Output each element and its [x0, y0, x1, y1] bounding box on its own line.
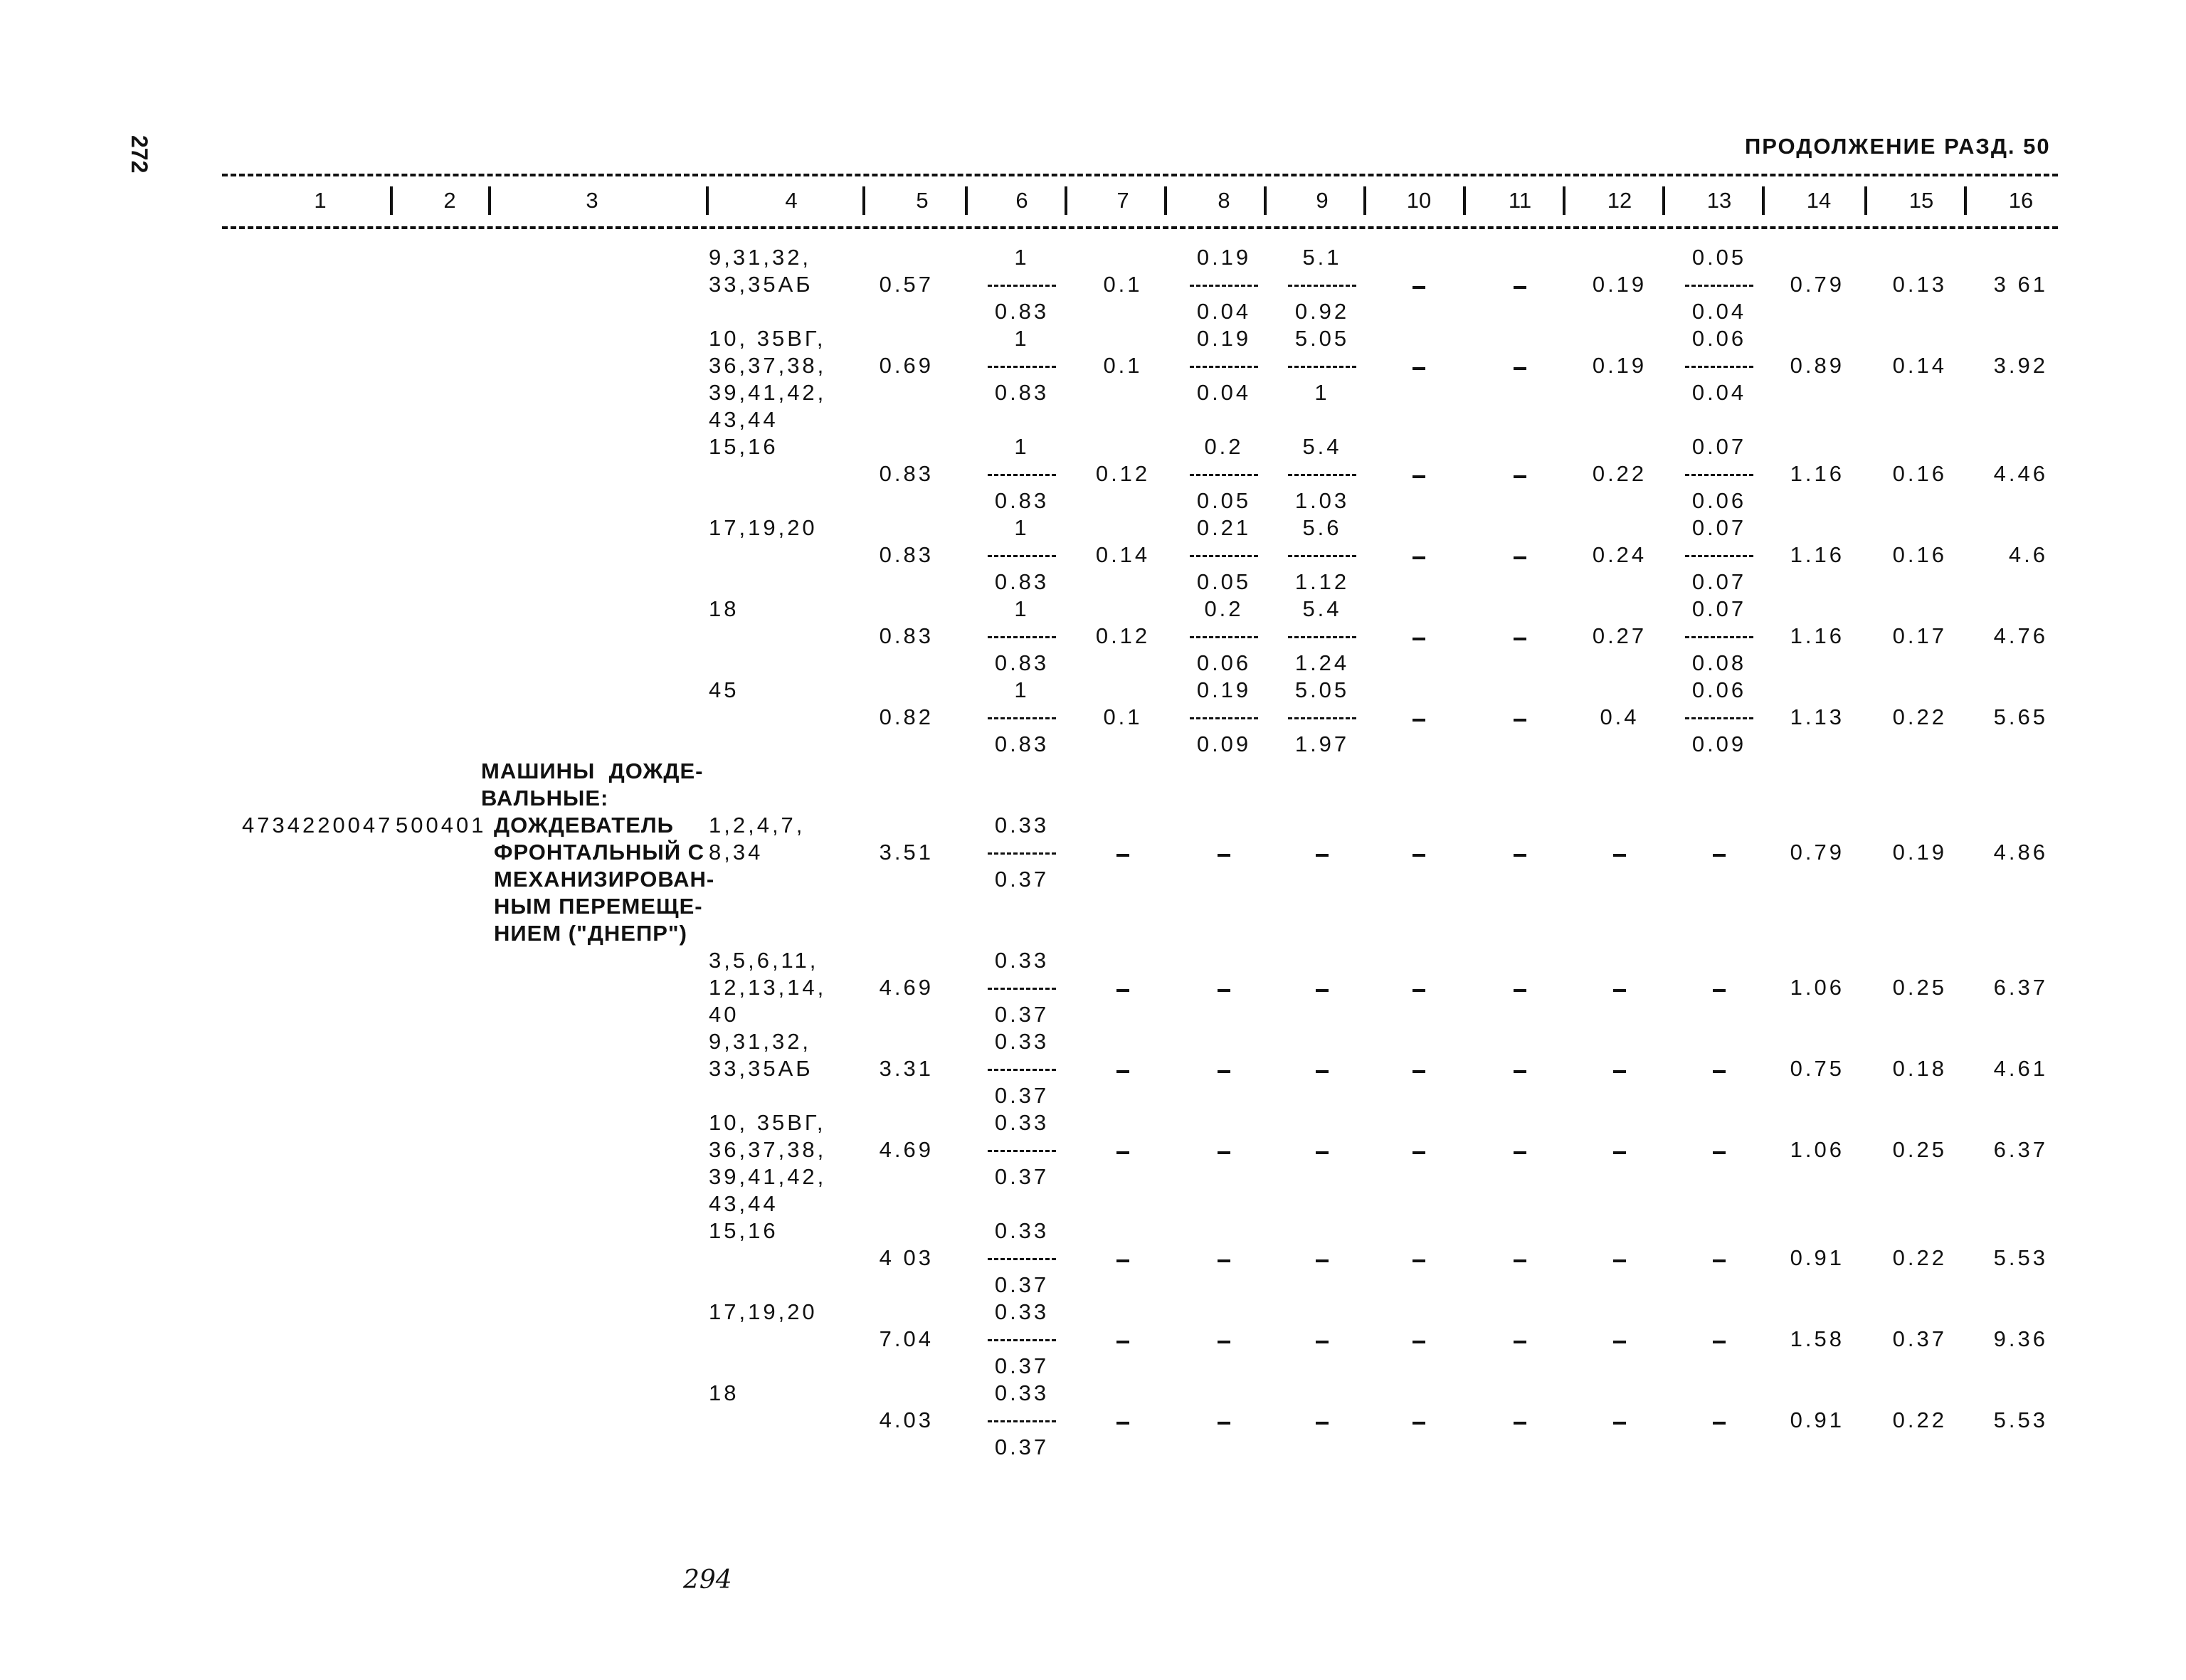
empty-value-dash [1514, 367, 1526, 370]
cell-col9-denominator: 1.12 [1294, 569, 1350, 594]
empty-value-dash [1218, 1070, 1230, 1073]
empty-value-dash [1116, 989, 1129, 992]
fraction-bar [988, 988, 1056, 990]
item-name-line: НЫМ ПЕРЕМЕЩЕ- [494, 894, 703, 919]
cell-col4: 45 [709, 677, 739, 702]
cell-col14: 1.58 [1790, 1326, 1844, 1351]
cell-col8-denominator: 0.04 [1196, 380, 1252, 405]
empty-value-dash [1116, 1341, 1129, 1343]
item-code-1: 4734220047 [242, 813, 394, 838]
cell-col16: 3 61 [1993, 272, 2048, 297]
cell-col4: 36,37,38, [709, 1137, 827, 1162]
fraction-bar [1685, 474, 1753, 476]
column-header-11: 11 [1508, 188, 1532, 213]
cell-col6-denominator: 0.37 [994, 1272, 1050, 1297]
fraction-bar [1190, 555, 1258, 557]
cell-col13-denominator: 0.06 [1691, 488, 1747, 513]
column-separator [706, 186, 709, 215]
cell-col8-denominator: 0.09 [1196, 731, 1252, 756]
cell-col4: 9,31,32, [709, 1029, 812, 1054]
cell-col4: 1,2,4,7, [709, 813, 806, 838]
cell-col6-numerator: 1 [1014, 326, 1030, 351]
empty-value-dash [1316, 854, 1329, 857]
fraction-bar [1190, 474, 1258, 476]
column-separator [1762, 186, 1765, 215]
empty-value-dash [1514, 1151, 1526, 1154]
empty-value-dash [1713, 1259, 1726, 1262]
cell-col6-numerator: 1 [1014, 434, 1030, 459]
cell-col6-numerator: 0.33 [994, 1380, 1050, 1405]
cell-col16: 5.53 [1993, 1407, 2048, 1432]
cell-col7: 0.1 [1103, 272, 1143, 297]
empty-value-dash [1613, 1422, 1626, 1425]
cell-col9-numerator: 5.6 [1302, 515, 1342, 540]
empty-value-dash [1316, 1259, 1329, 1262]
empty-value-dash [1713, 1070, 1726, 1073]
column-separator [965, 186, 968, 215]
empty-value-dash [1218, 989, 1230, 992]
column-header-2: 2 [443, 188, 456, 213]
empty-value-dash [1713, 989, 1726, 992]
cell-col13-denominator: 0.04 [1691, 380, 1747, 405]
fraction-bar [1288, 555, 1356, 557]
cell-col5: 7.04 [879, 1326, 934, 1351]
cell-col15: 0.14 [1892, 353, 1947, 378]
cell-col9-denominator: 1 [1314, 380, 1330, 405]
cell-col7: 0.1 [1103, 704, 1143, 729]
empty-value-dash [1413, 638, 1425, 640]
empty-value-dash [1613, 989, 1626, 992]
cell-col15: 0.13 [1892, 272, 1947, 297]
cell-col4: 39,41,42, [709, 380, 827, 405]
continuation-title: ПРОДОЛЖЕНИЕ РАЗД. 50 [1745, 134, 2051, 159]
fraction-bar [988, 285, 1056, 287]
column-header-1: 1 [314, 188, 327, 213]
empty-value-dash [1413, 1151, 1425, 1154]
cell-col14: 1.13 [1790, 704, 1844, 729]
cell-col8-denominator: 0.05 [1196, 488, 1252, 513]
fraction-bar [988, 1069, 1056, 1071]
cell-col16: 9.36 [1993, 1326, 2048, 1351]
cell-col6-denominator: 0.37 [994, 1353, 1050, 1378]
cell-col12: 0.22 [1592, 461, 1647, 486]
cell-col14: 0.89 [1790, 353, 1844, 378]
cell-col14: 0.91 [1790, 1245, 1844, 1270]
fraction-bar [1685, 555, 1753, 557]
cell-col16: 6.37 [1993, 975, 2048, 1000]
cell-col13-denominator: 0.09 [1691, 731, 1747, 756]
cell-col6-denominator: 0.83 [994, 380, 1050, 405]
fraction-bar [1288, 285, 1356, 287]
fraction-bar [988, 1339, 1056, 1341]
cell-col13-denominator: 0.08 [1691, 650, 1747, 675]
cell-col12: 0.19 [1592, 272, 1647, 297]
page-number: 272 [127, 135, 152, 174]
empty-value-dash [1316, 1341, 1329, 1343]
column-separator [1065, 186, 1067, 215]
empty-value-dash [1116, 1151, 1129, 1154]
fraction-bar [1288, 474, 1356, 476]
cell-col6-denominator: 0.37 [994, 1435, 1050, 1459]
empty-value-dash [1514, 1070, 1526, 1073]
empty-value-dash [1514, 286, 1526, 289]
cell-col12: 0.4 [1600, 704, 1640, 729]
cell-col4: 3,5,6,11, [709, 948, 819, 973]
cell-col15: 0.22 [1892, 1407, 1947, 1432]
item-name-line: ДОЖДЕВАТЕЛЬ [494, 813, 674, 838]
cell-col16: 4.76 [1993, 623, 2048, 648]
empty-value-dash [1713, 1151, 1726, 1154]
cell-col5: 4.03 [879, 1407, 934, 1432]
fraction-bar [988, 366, 1056, 368]
cell-col5: 0.83 [879, 542, 934, 567]
empty-value-dash [1218, 854, 1230, 857]
cell-col7: 0.12 [1095, 461, 1151, 486]
cell-col4: 39,41,42, [709, 1164, 827, 1189]
column-separator [1864, 186, 1867, 215]
cell-col16: 5.53 [1993, 1245, 2048, 1270]
cell-col9-numerator: 5.4 [1302, 596, 1342, 621]
cell-col13-numerator: 0.07 [1691, 596, 1747, 621]
empty-value-dash [1413, 367, 1425, 370]
item-name-line: ФРОНТАЛЬНЫЙ С [494, 840, 705, 865]
fraction-bar [988, 555, 1056, 557]
column-separator [1563, 186, 1565, 215]
cell-col4: 8,34 [709, 840, 764, 865]
cell-col15: 0.17 [1892, 623, 1947, 648]
cell-col12: 0.19 [1592, 353, 1647, 378]
item-name-line: МЕХАНИЗИРОВАН- [494, 867, 715, 892]
empty-value-dash [1218, 1259, 1230, 1262]
fraction-bar [988, 1150, 1056, 1152]
fraction-bar [1685, 285, 1753, 287]
cell-col14: 0.75 [1790, 1056, 1844, 1081]
cell-col14: 0.91 [1790, 1407, 1844, 1432]
empty-value-dash [1316, 1151, 1329, 1154]
cell-col9-numerator: 5.05 [1294, 677, 1350, 702]
column-separator [1164, 186, 1167, 215]
cell-col4: 43,44 [709, 1191, 778, 1216]
column-header-12: 12 [1607, 188, 1632, 213]
cell-col5: 4.69 [879, 975, 934, 1000]
cell-col13-numerator: 0.05 [1691, 245, 1747, 270]
header-top-rule [222, 174, 2058, 176]
cell-col4: 40 [709, 1002, 739, 1027]
item-name-line: НИЕМ ("ДНЕПР") [494, 921, 687, 946]
empty-value-dash [1514, 1259, 1526, 1262]
empty-value-dash [1514, 989, 1526, 992]
cell-col14: 1.16 [1790, 461, 1844, 486]
empty-value-dash [1218, 1422, 1230, 1425]
cell-col15: 0.25 [1892, 1137, 1947, 1162]
empty-value-dash [1613, 854, 1626, 857]
empty-value-dash [1116, 1422, 1129, 1425]
cell-col4: 9,31,32, [709, 245, 812, 270]
item-code-2: 500401 [396, 813, 487, 838]
fraction-bar [988, 1258, 1056, 1260]
empty-value-dash [1413, 1070, 1425, 1073]
cell-col8-numerator: 0.19 [1196, 326, 1252, 351]
column-header-6: 6 [1015, 188, 1028, 213]
empty-value-dash [1218, 1341, 1230, 1343]
cell-col5: 3.51 [879, 840, 934, 865]
empty-value-dash [1316, 989, 1329, 992]
fraction-bar [1288, 366, 1356, 368]
fraction-bar [1190, 366, 1258, 368]
cell-col4: 18 [709, 1380, 739, 1405]
cell-col9-denominator: 1.24 [1294, 650, 1350, 675]
cell-col13-numerator: 0.07 [1691, 515, 1747, 540]
fraction-bar [1288, 717, 1356, 719]
cell-col14: 1.06 [1790, 975, 1844, 1000]
cell-col6-numerator: 0.33 [994, 1299, 1050, 1324]
fraction-bar [1685, 717, 1753, 719]
empty-value-dash [1413, 854, 1425, 857]
cell-col4: 33,35АБ [709, 272, 813, 297]
empty-value-dash [1514, 556, 1526, 559]
cell-col8-denominator: 0.06 [1196, 650, 1252, 675]
cell-col14: 1.16 [1790, 542, 1844, 567]
cell-col5: 0.83 [879, 461, 934, 486]
column-header-13: 13 [1706, 188, 1732, 213]
cell-col6-denominator: 0.37 [994, 1002, 1050, 1027]
cell-col12: 0.27 [1592, 623, 1647, 648]
cell-col4: 17,19,20 [709, 515, 818, 540]
cell-col8-denominator: 0.05 [1196, 569, 1252, 594]
column-separator [390, 186, 393, 215]
empty-value-dash [1713, 1341, 1726, 1343]
column-header-15: 15 [1908, 188, 1934, 213]
cell-col13-denominator: 0.04 [1691, 299, 1747, 324]
empty-value-dash [1713, 1422, 1726, 1425]
cell-col9-denominator: 1.97 [1294, 731, 1350, 756]
fraction-bar [988, 474, 1056, 476]
cell-col6-numerator: 1 [1014, 677, 1030, 702]
cell-col6-denominator: 0.83 [994, 650, 1050, 675]
cell-col6-numerator: 0.33 [994, 1029, 1050, 1054]
cell-col9-denominator: 1.03 [1294, 488, 1350, 513]
cell-col15: 0.22 [1892, 704, 1947, 729]
empty-value-dash [1413, 719, 1425, 722]
cell-col4: 18 [709, 596, 739, 621]
column-header-14: 14 [1806, 188, 1832, 213]
cell-col9-denominator: 0.92 [1294, 299, 1350, 324]
cell-col13-denominator: 0.07 [1691, 569, 1747, 594]
empty-value-dash [1514, 854, 1526, 857]
column-separator [1363, 186, 1366, 215]
fraction-bar [988, 717, 1056, 719]
fraction-bar [1190, 636, 1258, 638]
cell-col8-numerator: 0.19 [1196, 677, 1252, 702]
fraction-bar [988, 636, 1056, 638]
column-header-4: 4 [785, 188, 798, 213]
cell-col6-numerator: 1 [1014, 245, 1030, 270]
cell-col7: 0.12 [1095, 623, 1151, 648]
cell-col12: 0.24 [1592, 542, 1647, 567]
fraction-bar [1190, 717, 1258, 719]
empty-value-dash [1514, 1422, 1526, 1425]
cell-col5: 0.69 [879, 353, 934, 378]
empty-value-dash [1613, 1341, 1626, 1343]
empty-value-dash [1413, 475, 1425, 478]
empty-value-dash [1514, 719, 1526, 722]
cell-col6-denominator: 0.83 [994, 299, 1050, 324]
cell-col6-numerator: 0.33 [994, 813, 1050, 838]
cell-col9-numerator: 5.4 [1302, 434, 1342, 459]
cell-col4: 36,37,38, [709, 353, 827, 378]
cell-col13-numerator: 0.07 [1691, 434, 1747, 459]
empty-value-dash [1613, 1259, 1626, 1262]
column-separator [1662, 186, 1665, 215]
empty-value-dash [1713, 854, 1726, 857]
group-label-line1: МАШИНЫ ДОЖДЕ- [481, 759, 704, 783]
cell-col4: 10, 35ВГ, [709, 326, 826, 351]
cell-col8-numerator: 0.21 [1196, 515, 1252, 540]
group-label-line2: ВАЛЬНЫЕ: [481, 786, 609, 810]
cell-col15: 0.16 [1892, 461, 1947, 486]
empty-value-dash [1413, 1259, 1425, 1262]
empty-value-dash [1613, 1070, 1626, 1073]
fraction-bar [1288, 636, 1356, 638]
cell-col16: 6.37 [1993, 1137, 2048, 1162]
column-header-3: 3 [586, 188, 598, 213]
column-header-7: 7 [1116, 188, 1129, 213]
cell-col15: 0.16 [1892, 542, 1947, 567]
cell-col13-numerator: 0.06 [1691, 326, 1747, 351]
column-header-8: 8 [1218, 188, 1230, 213]
cell-col6-numerator: 1 [1014, 596, 1030, 621]
fraction-bar [1685, 366, 1753, 368]
cell-col8-denominator: 0.04 [1196, 299, 1252, 324]
column-separator [1964, 186, 1967, 215]
empty-value-dash [1413, 989, 1425, 992]
cell-col9-numerator: 5.1 [1302, 245, 1342, 270]
cell-col5: 0.82 [879, 704, 934, 729]
cell-col8-numerator: 0.19 [1196, 245, 1252, 270]
cell-col4: 17,19,20 [709, 1299, 818, 1324]
column-separator [488, 186, 491, 215]
cell-col6-numerator: 1 [1014, 515, 1030, 540]
empty-value-dash [1116, 854, 1129, 857]
cell-col7: 0.14 [1095, 542, 1151, 567]
empty-value-dash [1413, 556, 1425, 559]
cell-col16: 4.86 [1993, 840, 2048, 865]
cell-col9-numerator: 5.05 [1294, 326, 1350, 351]
cell-col6-numerator: 0.33 [994, 1110, 1050, 1135]
cell-col7: 0.1 [1103, 353, 1143, 378]
cell-col15: 0.37 [1892, 1326, 1947, 1351]
cell-col16: 4.61 [1993, 1056, 2048, 1081]
cell-col15: 0.22 [1892, 1245, 1947, 1270]
empty-value-dash [1316, 1070, 1329, 1073]
cell-col16: 5.65 [1993, 704, 2048, 729]
cell-col6-denominator: 0.37 [994, 1164, 1050, 1189]
cell-col16: 3.92 [1993, 353, 2048, 378]
cell-col4: 15,16 [709, 1218, 778, 1243]
empty-value-dash [1116, 1070, 1129, 1073]
cell-col15: 0.19 [1892, 840, 1947, 865]
empty-value-dash [1316, 1422, 1329, 1425]
cell-col6-denominator: 0.83 [994, 488, 1050, 513]
cell-col13-numerator: 0.06 [1691, 677, 1747, 702]
cell-col5: 0.57 [879, 272, 934, 297]
cell-col14: 0.79 [1790, 272, 1844, 297]
cell-col6-denominator: 0.83 [994, 731, 1050, 756]
fraction-bar [988, 1420, 1056, 1422]
cell-col16: 4.6 [2008, 542, 2048, 567]
cell-col15: 0.18 [1892, 1056, 1947, 1081]
cell-col14: 1.06 [1790, 1137, 1844, 1162]
cell-col4: 12,13,14, [709, 975, 827, 1000]
fraction-bar [988, 852, 1056, 855]
cell-col5: 4.69 [879, 1137, 934, 1162]
cell-col4: 43,44 [709, 407, 778, 432]
cell-col5: 0.83 [879, 623, 934, 648]
empty-value-dash [1514, 475, 1526, 478]
column-header-5: 5 [916, 188, 929, 213]
cell-col16: 4.46 [1993, 461, 2048, 486]
cell-col8-numerator: 0.2 [1204, 434, 1244, 459]
column-separator [862, 186, 865, 215]
empty-value-dash [1514, 1341, 1526, 1343]
cell-col4: 10, 35ВГ, [709, 1110, 826, 1135]
cell-col4: 33,35АБ [709, 1056, 813, 1081]
fraction-bar [1190, 285, 1258, 287]
empty-value-dash [1413, 1341, 1425, 1343]
cell-col6-denominator: 0.37 [994, 867, 1050, 892]
column-header-16: 16 [2008, 188, 2034, 213]
cell-col6-denominator: 0.83 [994, 569, 1050, 594]
empty-value-dash [1116, 1259, 1129, 1262]
empty-value-dash [1413, 286, 1425, 289]
cell-col5: 3.31 [879, 1056, 934, 1081]
empty-value-dash [1413, 1422, 1425, 1425]
cell-col14: 1.16 [1790, 623, 1844, 648]
empty-value-dash [1514, 638, 1526, 640]
cell-col15: 0.25 [1892, 975, 1947, 1000]
cell-col6-denominator: 0.37 [994, 1083, 1050, 1108]
column-header-9: 9 [1316, 188, 1329, 213]
handwritten-page-note: 294 [683, 1565, 732, 1595]
column-separator [1264, 186, 1267, 215]
cell-col4: 15,16 [709, 434, 778, 459]
fraction-bar [1685, 636, 1753, 638]
empty-value-dash [1218, 1151, 1230, 1154]
cell-col6-numerator: 0.33 [994, 1218, 1050, 1243]
cell-col14: 0.79 [1790, 840, 1844, 865]
cell-col8-numerator: 0.2 [1204, 596, 1244, 621]
column-separator [1463, 186, 1466, 215]
cell-col6-numerator: 0.33 [994, 948, 1050, 973]
header-bottom-rule [222, 226, 2058, 229]
empty-value-dash [1613, 1151, 1626, 1154]
cell-col5: 4 03 [879, 1245, 934, 1270]
column-header-10: 10 [1406, 188, 1432, 213]
